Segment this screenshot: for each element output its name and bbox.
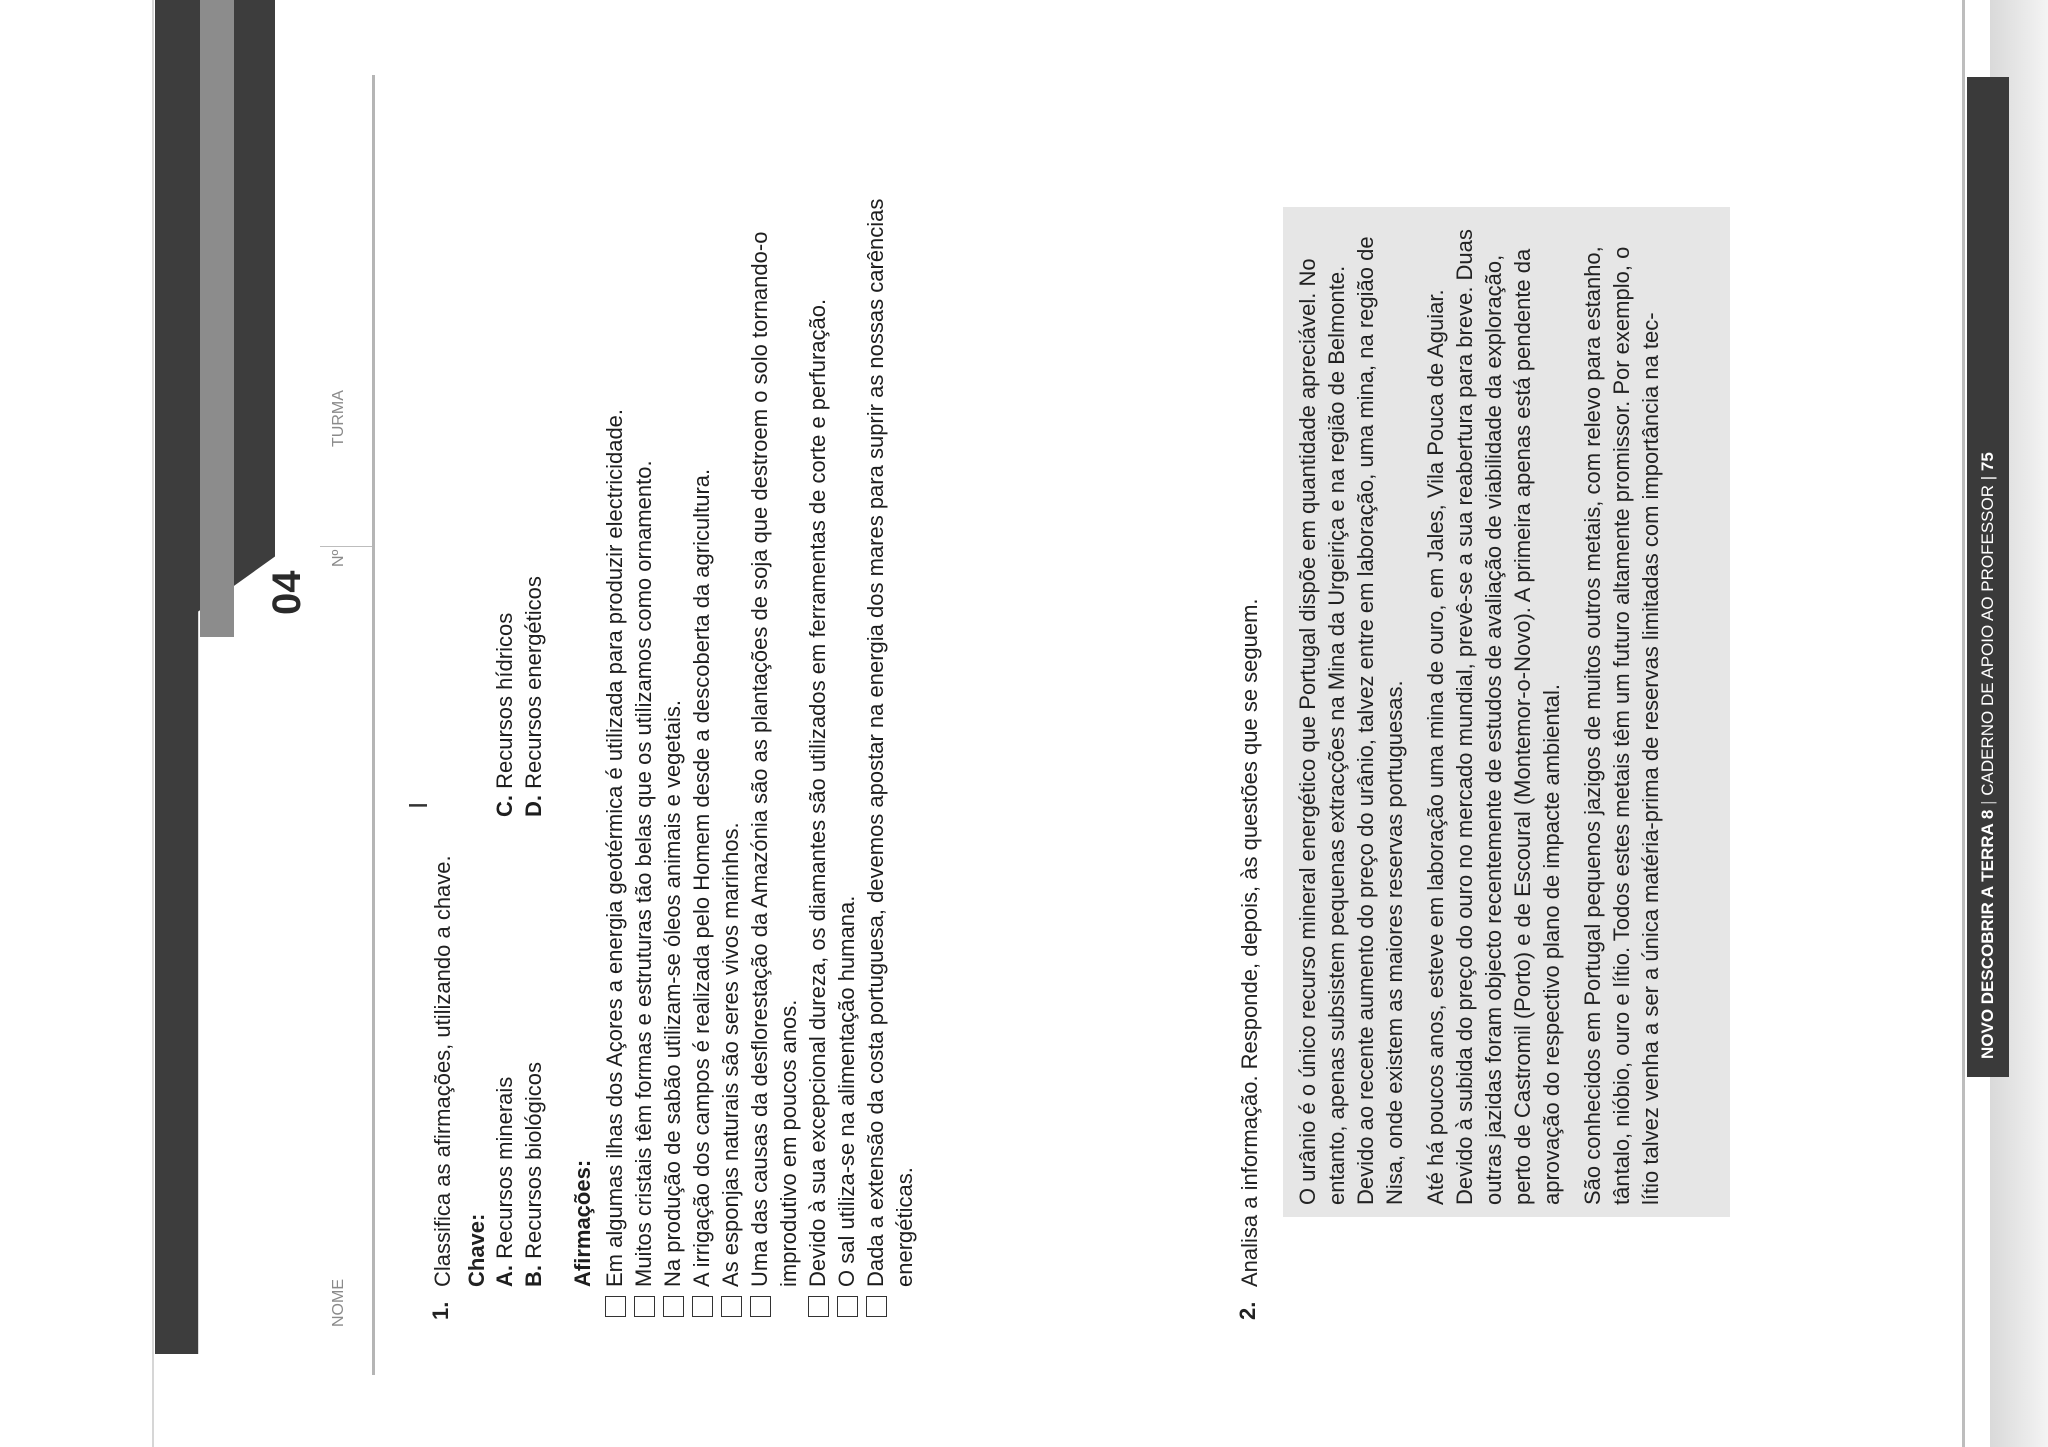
- question-prompt: Classifica as afirmações, utilizando a chave.: [430, 855, 455, 1287]
- page-number: 75: [1978, 452, 1997, 472]
- statement-text: Devido à sua excepcional dureza, os diamantes são utilizados em ferramentas de corte e perfuração.: [805, 298, 830, 1287]
- key-label: Recursos energéticos: [521, 576, 546, 789]
- statement-item: [600, 145, 629, 1325]
- footer-subtitle: CADERNO DE APOIO AO PROFESSOR: [1978, 484, 1997, 796]
- key-letter: B.: [521, 1265, 546, 1287]
- answer-checkbox[interactable]: [634, 1296, 655, 1317]
- statement-text: Uma das causas da desflorestação da Amazónia são as plantações de soja que destroem o solo tornando-o improdutivo em poucos anos.: [747, 231, 801, 1287]
- key-item: [490, 613, 519, 817]
- page-footer: [1967, 77, 2009, 1077]
- answer-checkbox[interactable]: [808, 1296, 829, 1317]
- footer-separator: |: [1978, 471, 1997, 485]
- statement-text: Dada a extensão da costa portuguesa, devemos apostar na energia dos mares para suprir as nossas carências energéticas.: [863, 198, 917, 1287]
- statement-text: Em algumas ilhas dos Açores a energia geotérmica é utilizada para produzir electricidade.: [602, 408, 627, 1287]
- info-paragraph: São conhecidos em Portugal pequenos jazigos de muitos outros metais, com relevo para estanho, tântalo, nióbio, ouro e lítio. Todos estes metais têm um futuro altamente promissor. Por exemplo, o lítio talvez venha a ser a única matéria-prima de reservas limitadas com importância na tec-: [1580, 246, 1663, 1205]
- key-item: [490, 1077, 519, 1287]
- key-label: Recursos hídricos: [492, 612, 517, 789]
- answer-checkbox[interactable]: [692, 1296, 713, 1317]
- header-banner-stripe: [200, 0, 234, 637]
- statement-text: Muitos cristais têm formas e estruturas tão belas que os utilizamos como ornamento.: [631, 460, 656, 1287]
- information-box: [1283, 207, 1730, 1217]
- answer-checkbox[interactable]: [750, 1296, 771, 1317]
- name-field-label: NOME: [330, 1279, 347, 1327]
- statement-item: [687, 145, 716, 1325]
- section-marker: I: [403, 801, 433, 809]
- statements-title: Afirmações:: [570, 1159, 595, 1287]
- statement-item: [832, 145, 861, 1325]
- test-number: 04: [265, 570, 309, 615]
- key-item: [519, 576, 548, 817]
- statement-item: [629, 145, 658, 1325]
- class-field-label: TURMA: [330, 390, 347, 447]
- answer-checkbox[interactable]: [663, 1296, 684, 1317]
- answer-checkbox[interactable]: [721, 1296, 742, 1317]
- field-divider: [320, 546, 372, 547]
- statement-item: [716, 145, 745, 1325]
- statement-text: Na produção de sabão utilizam-se óleos animais e vegetais.: [660, 700, 685, 1287]
- footer-separator: |: [1978, 795, 1997, 810]
- info-paragraph: O urânio é o único recurso mineral energético que Portugal dispõe em quantidade apreciável. No entanto, apenas subsistem pequenas extracções na Mina da Urgeiriça e na região de Belmonte. Devido ao recente aumento do preço do urânio, talvez entre em laboração, uma mina, na região de Nisa, onde existem as maiores reservas portuguesas.: [1295, 236, 1407, 1205]
- statement-text: A irrigação dos campos é realizada pelo Homem desde a descoberta da agricultura.: [689, 468, 714, 1287]
- key-letter: C.: [492, 795, 517, 817]
- sheet-edge: [152, 0, 154, 1447]
- answer-checkbox[interactable]: [837, 1296, 858, 1317]
- statement-item: [658, 145, 687, 1325]
- question-number: 1.: [428, 1301, 453, 1320]
- answer-checkbox[interactable]: [866, 1296, 887, 1317]
- answer-checkbox[interactable]: [605, 1296, 626, 1317]
- key-label: Recursos minerais: [492, 1076, 517, 1259]
- statement-text: As esponjas naturais são seres vivos marinhos.: [718, 822, 743, 1287]
- statement-item: [745, 145, 803, 1325]
- key-letter: A.: [492, 1265, 517, 1287]
- footer-brand: NOVO DESCOBRIR A TERRA 8: [1978, 809, 1997, 1059]
- statement-item: [803, 145, 832, 1325]
- statements-list: [600, 145, 919, 1325]
- test-title: TESTE: [222, 1185, 266, 1319]
- statement-item: [861, 145, 919, 1325]
- statement-text: O sal utiliza-se na alimentação humana.: [834, 895, 859, 1287]
- key-item: [519, 1062, 548, 1287]
- info-paragraph: Até há poucos anos, esteve em laboração uma mina de ouro, em Jales, Vila Pouca de Aguiar. Devido à subida do preço do ouro no mercado mundial, prevê-se a sua reabertura para breve. Duas outras jazidas foram objecto recentemente de estudos de avaliação de viabilidade da exploração, perto de Castromil (Porto) e de Escoural (Montemor-o-Novo). A primeira apenas está pendente da aprovação do respectivo plano de impacte ambiental.: [1423, 229, 1564, 1205]
- number-field-label: Nº: [330, 549, 347, 567]
- sheet-edge: [1962, 0, 1965, 1447]
- question-number: 2.: [1235, 1301, 1260, 1320]
- key-label: Recursos biológicos: [521, 1062, 546, 1259]
- header-rule: [372, 75, 375, 1375]
- key-letter: D.: [521, 795, 546, 817]
- question-prompt: Analisa a informação. Responde, depois, às questões que se seguem.: [1237, 598, 1262, 1287]
- key-title: Chave:: [464, 1213, 489, 1287]
